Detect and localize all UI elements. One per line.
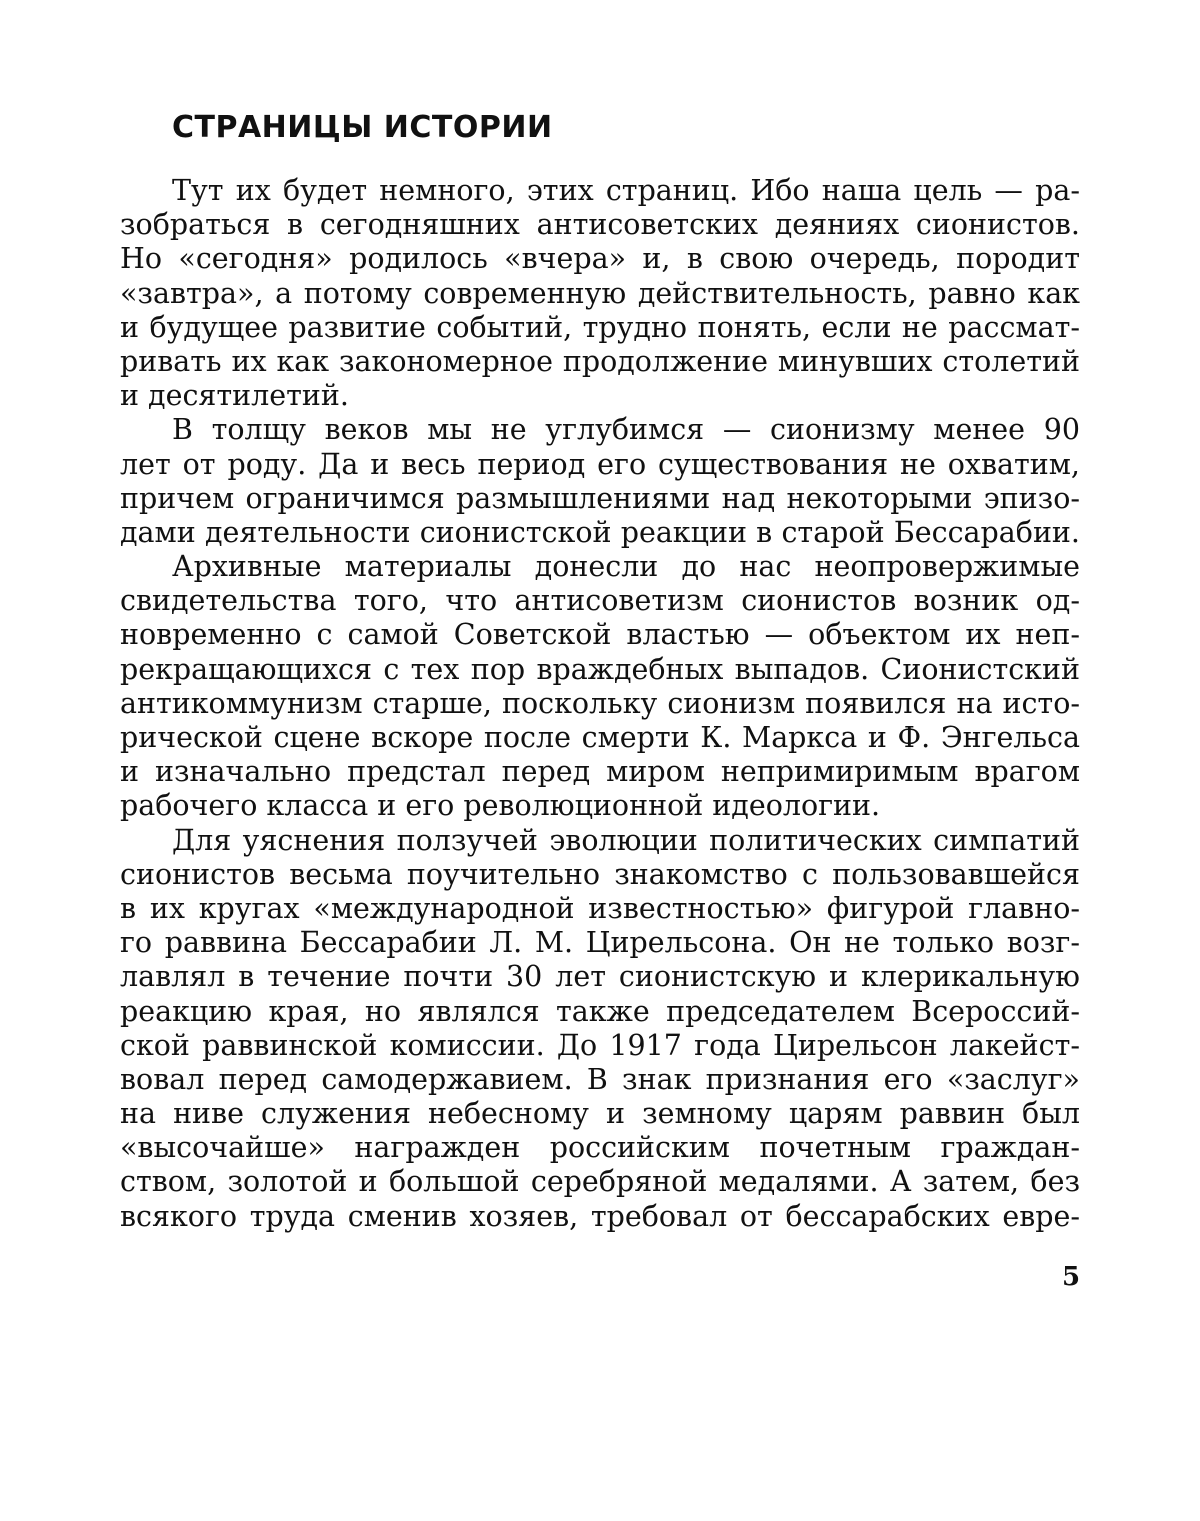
- text-line: ривать их как закономерное продолжение минувших столетий: [120, 344, 1080, 378]
- text-line: новременно с самой Советской властью — объектом их неп-: [120, 618, 1080, 652]
- text-line: рической сцене вскоре после смерти К. Маркса и Ф. Энгельса: [120, 721, 1080, 754]
- text-line: «завтра», а потому современную действительность, равно как: [120, 276, 1080, 310]
- text-line: Но «сегодня» родилось «вчера» и, в свою очередь, породит: [120, 242, 1080, 276]
- text-line: и десятилетий.: [120, 379, 349, 413]
- text-line: Архивные материалы донесли до нас неопровержимые: [172, 550, 1080, 584]
- body-text: [120, 174, 1080, 1234]
- text-line: антикоммунизм старше, поскольку сионизм появился на исто-: [120, 686, 1080, 720]
- text-line: реакцию края, но являлся также председателем Всероссий-: [120, 994, 1080, 1028]
- text-line: свидетельства того, что антисоветизм сионистов возник од-: [120, 584, 1080, 618]
- text-line: В толщу веков мы не углубимся — сионизму менее 90: [172, 413, 1080, 447]
- section-heading: СТРАНИЦЫ ИСТОРИИ: [172, 110, 553, 145]
- text-line: зобраться в сегодняшних антисоветских деяниях сионистов.: [120, 208, 1080, 242]
- text-line: лавлял в течение почти 30 лет сионистскую и клерикальную: [120, 960, 1080, 994]
- text-line: ством, золотой и большой серебряной медалями. А затем, без: [120, 1165, 1080, 1199]
- text-line: и будущее развитие событий, трудно понять, если не рассмат-: [120, 310, 1080, 344]
- text-line: причем ограничимся размышлениями над некоторыми эпизо-: [120, 481, 1080, 515]
- text-line: сионистов весьма поучительно знакомство с пользовавшейся: [120, 857, 1080, 891]
- text-line: «высочайше» награжден российским почетным граждан-: [120, 1131, 1080, 1165]
- text-line: лет от роду. Да и весь период его существования не охватим,: [120, 447, 1080, 481]
- text-line: всякого труда сменив хозяев, требовал от бессарабских евре-: [120, 1199, 1080, 1233]
- text-line: ской раввинской комиссии. До 1917 года Цирельсон лакейст-: [120, 1028, 1080, 1062]
- page-number: 5: [1062, 1262, 1081, 1292]
- text-line: го раввина Бессарабии Л. М. Цирельсона. Он не только возг-: [120, 926, 1080, 960]
- text-line: в их кругах «международной известностью» фигурой главно-: [120, 891, 1080, 925]
- text-line: и изначально предстал перед миром непримиримым врагом: [120, 755, 1080, 789]
- text-line: рекращающихся с тех пор враждебных выпадов. Сионистский: [120, 652, 1080, 686]
- text-line: рабочего класса и его революционной идеологии.: [120, 789, 881, 823]
- text-line: дами деятельности сионистской реакции в старой Бессарабии.: [120, 515, 1080, 549]
- text-line: Тут их будет немного, этих страниц. Ибо наша цель — ра-: [172, 174, 1080, 207]
- text-line: на ниве служения небесному и земному царям раввин был: [120, 1097, 1080, 1131]
- text-line: вовал перед самодержавием. В знак признания его «заслуг»: [120, 1062, 1080, 1096]
- text-line: Для уяснения ползучей эволюции политических симпатий: [172, 823, 1080, 857]
